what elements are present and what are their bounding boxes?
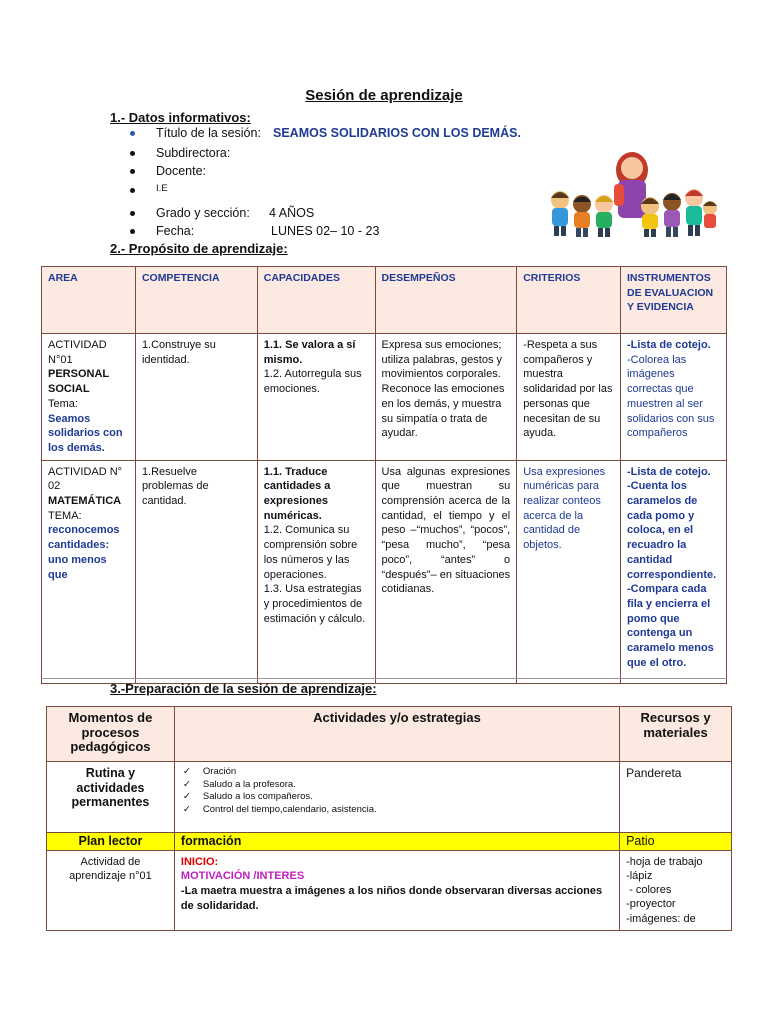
check-icon: ✓ [182,803,191,815]
bullet-icon [130,151,135,156]
area-name: PERSONAL SOCIAL [48,368,109,396]
actividad-text: -La maetra muestra a imágenes a los niños donde observaran diversas acciones de solidaridad. [180,885,603,912]
instrument-item: -Colorea las imágenes correctas que muestren al ser solidarios con sus compañeros [626,353,715,440]
tema-value: reconocemos cantidades: uno menos que [48,524,120,581]
table-row-actividad [47,850,732,930]
check-icon: ✓ [182,778,191,790]
capacidad-item: 1.1. Se valora a sí mismo. [263,339,356,366]
teacher-children-illustration [546,146,718,240]
bullet-icon [130,211,135,216]
header-recursos: Recursos y materiales [620,707,732,762]
resource-item: - colores [626,884,672,897]
header-momentos: Momentos de procesos pedagógicos [47,707,175,762]
info-label: Subdirectora: [156,146,231,160]
info-label: Grado y sección: [156,206,250,220]
divider [41,678,727,679]
capacidad-item: 1.1. Traduce cantidades a expresiones numéricas. [263,465,331,522]
instrumentos-cell [620,460,726,683]
header-criterios: CRITERIOS [517,267,621,334]
capacidades-cell [257,334,375,461]
session-table [46,706,732,931]
capacidad-item: 1.2. Comunica su comprensión sobre los números y las operaciones. [263,524,358,581]
header-instrumentos: INSTRUMENTOS DE EVALUACION Y EVIDENCIA [620,267,726,334]
actividad-resources [620,850,732,930]
criterio-cell: -Respeta a sus compañeros y muestra solidaridad por las personas que necesitan de su ayuda. [517,334,621,461]
actividad-label: Actividad de aprendizaje n°01 [47,850,175,930]
list-item: ✓ Saludo a los compañeros. [182,791,313,802]
instrumentos-cell [620,334,726,461]
check-icon: ✓ [182,766,191,777]
instrument-item: -Compara cada fila y encierra el pomo que contenga un caramelo menos que el otro. [626,583,714,669]
header-competencia: COMPETENCIA [135,267,257,334]
info-label: Título de la sesión: [156,126,261,140]
table-row-rutina [47,762,732,833]
rutina-resource: Pandereta [620,762,732,833]
instrument-item: -Cuenta los caramelos de cada pomo y coloca, en el recuadro la cantidad correspondiente. [626,480,717,581]
motivacion-label: MOTIVACIÓN /INTERES [180,870,305,883]
activity-number: ACTIVIDAD N°01 [48,339,107,366]
table-header-row [42,267,727,334]
resource-item: -hoja de trabajo [626,855,703,868]
fecha-value: LUNES 02– 10 - 23 [271,224,380,238]
desempeno-cell: Usa algunas expresiones que muestran su comprensión acerca de la cantidad, el tiempo y el peso –“muchos”, “pocos”, “pesa mucho”, “pesa poco”, “antes” o “después”– en situaciones cotidianas. [375,460,517,683]
session-title-value: SEAMOS SOLIDARIOS CON LOS DEMÁS. [273,126,521,140]
header-desempenos: DESEMPEÑOS [375,267,517,334]
bullet-icon [130,131,135,136]
activity-number: ACTIVIDAD N° 02 [48,465,123,493]
header-actividades: Actividades y/o estrategias [174,707,619,762]
resource-item: -proyector [626,898,676,911]
table-row [42,334,727,461]
plan-lector-activity: formación [174,833,619,851]
bullet-icon [130,188,135,193]
rutina-activities [174,762,619,833]
table-row [42,460,727,683]
rutina-label: Rutina y actividades permanentes [47,762,175,833]
grado-value: 4 AÑOS [269,206,315,220]
plan-lector-resource: Patio [620,833,732,851]
info-label: Fecha: [156,224,195,238]
info-label: Docente: [156,164,207,178]
area-cell [42,460,136,683]
instrument-item: -Lista de cotejo. [626,465,711,478]
info-label: I.E [156,183,168,194]
area-name: MATEMÁTICA [48,495,122,508]
header-area: AREA [42,267,136,334]
list-item: ✓ Control del tiempo,calendario, asistencia. [182,803,377,815]
inicio-label: INICIO: [180,855,219,868]
section-heading-datos: 1.- Datos informativos: [110,110,251,125]
tema-label: Tema: [48,397,78,410]
tema-label: TEMA: [48,509,82,522]
list-item: ✓ Saludo a la profesora. [182,778,296,790]
table-row-plan-lector [47,833,732,851]
bullet-icon [130,169,135,174]
purpose-table [41,266,727,684]
bullet-icon [130,229,135,234]
competencia-cell: 1.Resuelve problemas de cantidad. [135,460,257,683]
list-item: ✓ Oración [182,766,237,777]
check-icon: ✓ [182,791,191,802]
tema-value: Seamos solidarios con los demás. [48,412,123,454]
area-cell [42,334,136,461]
instrument-item: -Lista de cotejo. [626,339,711,351]
capacidad-item: 1.3. Usa estrategias y procedimientos de estimación y cálculo. [263,583,366,625]
rutina-list [181,766,613,816]
resource-item: -lápiz [626,869,653,882]
resource-item: -imágenes: de [626,912,696,925]
capacidad-item: 1.2. Autorregula sus emociones. [263,368,362,396]
table-header-row [47,707,732,762]
capacidades-cell [257,460,375,683]
competencia-cell: 1.Construye su identidad. [135,334,257,461]
criterio-cell: Usa expresiones numéricas para realizar conteos acerca de la cantidad de objetos. [517,460,621,683]
header-capacidades: CAPACIDADES [257,267,375,334]
plan-lector-label: Plan lector [47,833,175,851]
desempeno-cell: Expresa sus emociones; utiliza palabras, gestos y movimientos corporales. Reconoce las emociones en los demás, y muestra su simpatía o trata de ayudar. [375,334,517,461]
actividad-content [174,850,619,930]
section-heading-preparacion: 3.-Preparación de la sesión de aprendizaje: [110,681,377,696]
page-title: Sesión de aprendizaje [305,87,463,104]
section-heading-proposito: 2.- Propósito de aprendizaje: [110,241,288,256]
